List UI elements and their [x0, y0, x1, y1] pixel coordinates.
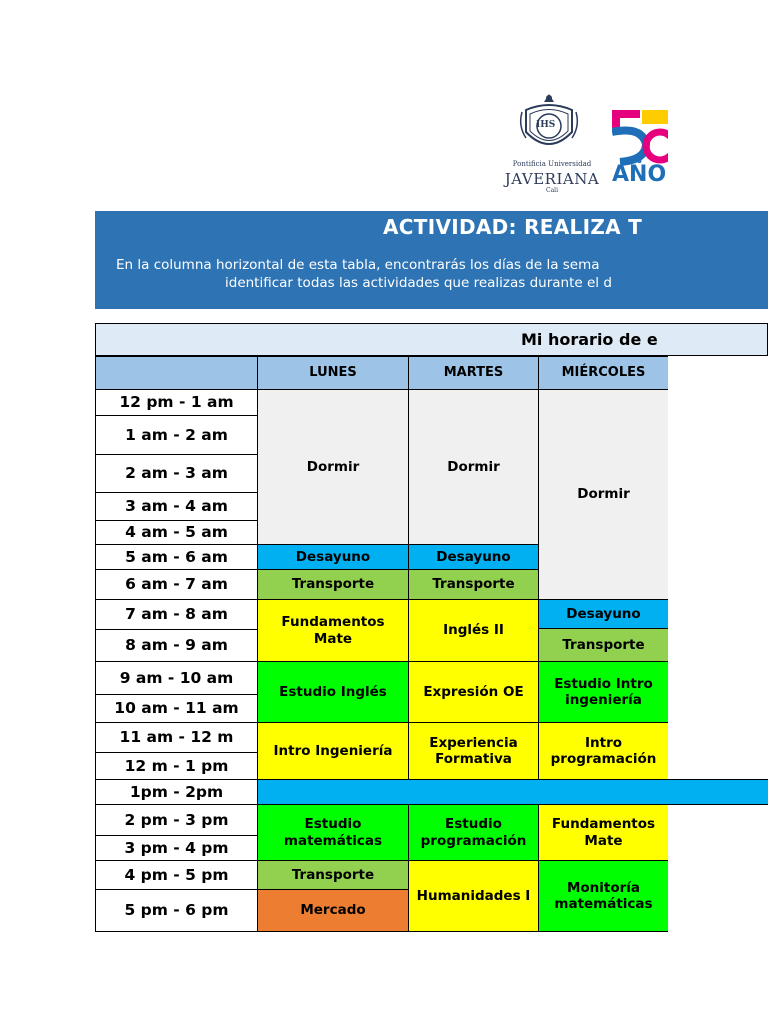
martes-class-block: Experiencia Formativa	[408, 722, 539, 780]
time-slot: 8 am - 9 am	[95, 629, 258, 662]
martes-sleep-block: Dormir	[408, 389, 539, 545]
miercoles-breakfast-block: Desayuno	[538, 599, 669, 629]
lunes-sleep-block: Dormir	[257, 389, 409, 545]
university-city: Cali	[545, 187, 558, 192]
activity-title: ACTIVIDAD: REALIZA T	[383, 215, 643, 239]
lunes-study-block: Estudio matemáticas	[257, 804, 409, 861]
lunch-break-bar	[257, 779, 768, 805]
miercoles-sleep-block: Dormir	[538, 389, 669, 600]
time-slot: 4 am - 5 am	[95, 520, 258, 545]
time-slot: 11 am - 12 m	[95, 722, 258, 753]
time-slot: 10 am - 11 am	[95, 694, 258, 723]
martes-class-block: Inglés II	[408, 599, 539, 662]
day-header-miercoles: MIÉRCOLES	[538, 356, 669, 390]
time-slot: 12 m - 1 pm	[95, 752, 258, 780]
martes-transport-block: Transporte	[408, 569, 539, 600]
lunes-market-block: Mercado	[257, 889, 409, 932]
time-slot: 2 pm - 3 pm	[95, 804, 258, 836]
anniversary-text: AÑO	[612, 162, 667, 187]
miercoles-class-block: Intro programación	[538, 722, 669, 780]
lunes-breakfast-block: Desayuno	[257, 544, 409, 570]
instructions-line2: identificar todas las actividades que realizas durante el d	[225, 275, 612, 291]
lunes-study-block: Estudio Inglés	[257, 661, 409, 723]
schedule-table	[95, 323, 768, 932]
crop-edge-mask	[668, 356, 768, 932]
martes-breakfast-block: Desayuno	[408, 544, 539, 570]
time-slot: 6 am - 7 am	[95, 569, 258, 600]
day-header-lunes: LUNES	[257, 356, 409, 390]
lunes-transport-block: Transporte	[257, 569, 409, 600]
time-slot: 12 pm - 1 am	[95, 389, 258, 416]
time-slot: 3 pm - 4 pm	[95, 835, 258, 861]
martes-class-block: Expresión OE	[408, 661, 539, 723]
university-name: JAVERIANA	[504, 170, 600, 188]
martes-study-block: Estudio programación	[408, 804, 539, 861]
time-slot: 5 am - 6 am	[95, 544, 258, 570]
lunes-transport-block: Transporte	[257, 860, 409, 890]
schedule-title-row	[95, 323, 768, 356]
miercoles-study-block: Estudio Intro ingeniería	[538, 661, 669, 723]
seal-monogram: IHS	[536, 120, 556, 130]
miercoles-transport-block: Transporte	[538, 628, 669, 662]
time-slot: 4 pm - 5 pm	[95, 860, 258, 890]
time-slot: 2 am - 3 am	[95, 454, 258, 493]
day-header-martes: MARTES	[408, 356, 539, 390]
time-slot: 1 am - 2 am	[95, 415, 258, 455]
time-slot: 3 am - 4 am	[95, 492, 258, 521]
miercoles-tutoring-block: Monitoría matemáticas	[538, 860, 669, 932]
martes-class-block: Humanidades I	[408, 860, 539, 932]
time-slot: 1pm - 2pm	[95, 779, 258, 805]
lunes-class-block: Fundamentos Mate	[257, 599, 409, 662]
time-slot: 9 am - 10 am	[95, 661, 258, 695]
time-slot: 7 am - 8 am	[95, 599, 258, 630]
instructions-line1: En la columna horizontal de esta tabla, encontrarás los días de la sema	[116, 257, 600, 273]
university-logo	[500, 92, 670, 192]
activity-banner	[95, 211, 768, 309]
time-slot: 5 pm - 6 pm	[95, 889, 258, 932]
schedule-title: Mi horario de e	[521, 330, 658, 349]
lunes-class-block: Intro Ingeniería	[257, 722, 409, 780]
time-header-cell	[95, 356, 258, 390]
miercoles-class-block: Fundamentos Mate	[538, 804, 669, 861]
university-name-line1: Pontificia Universidad	[512, 160, 592, 168]
